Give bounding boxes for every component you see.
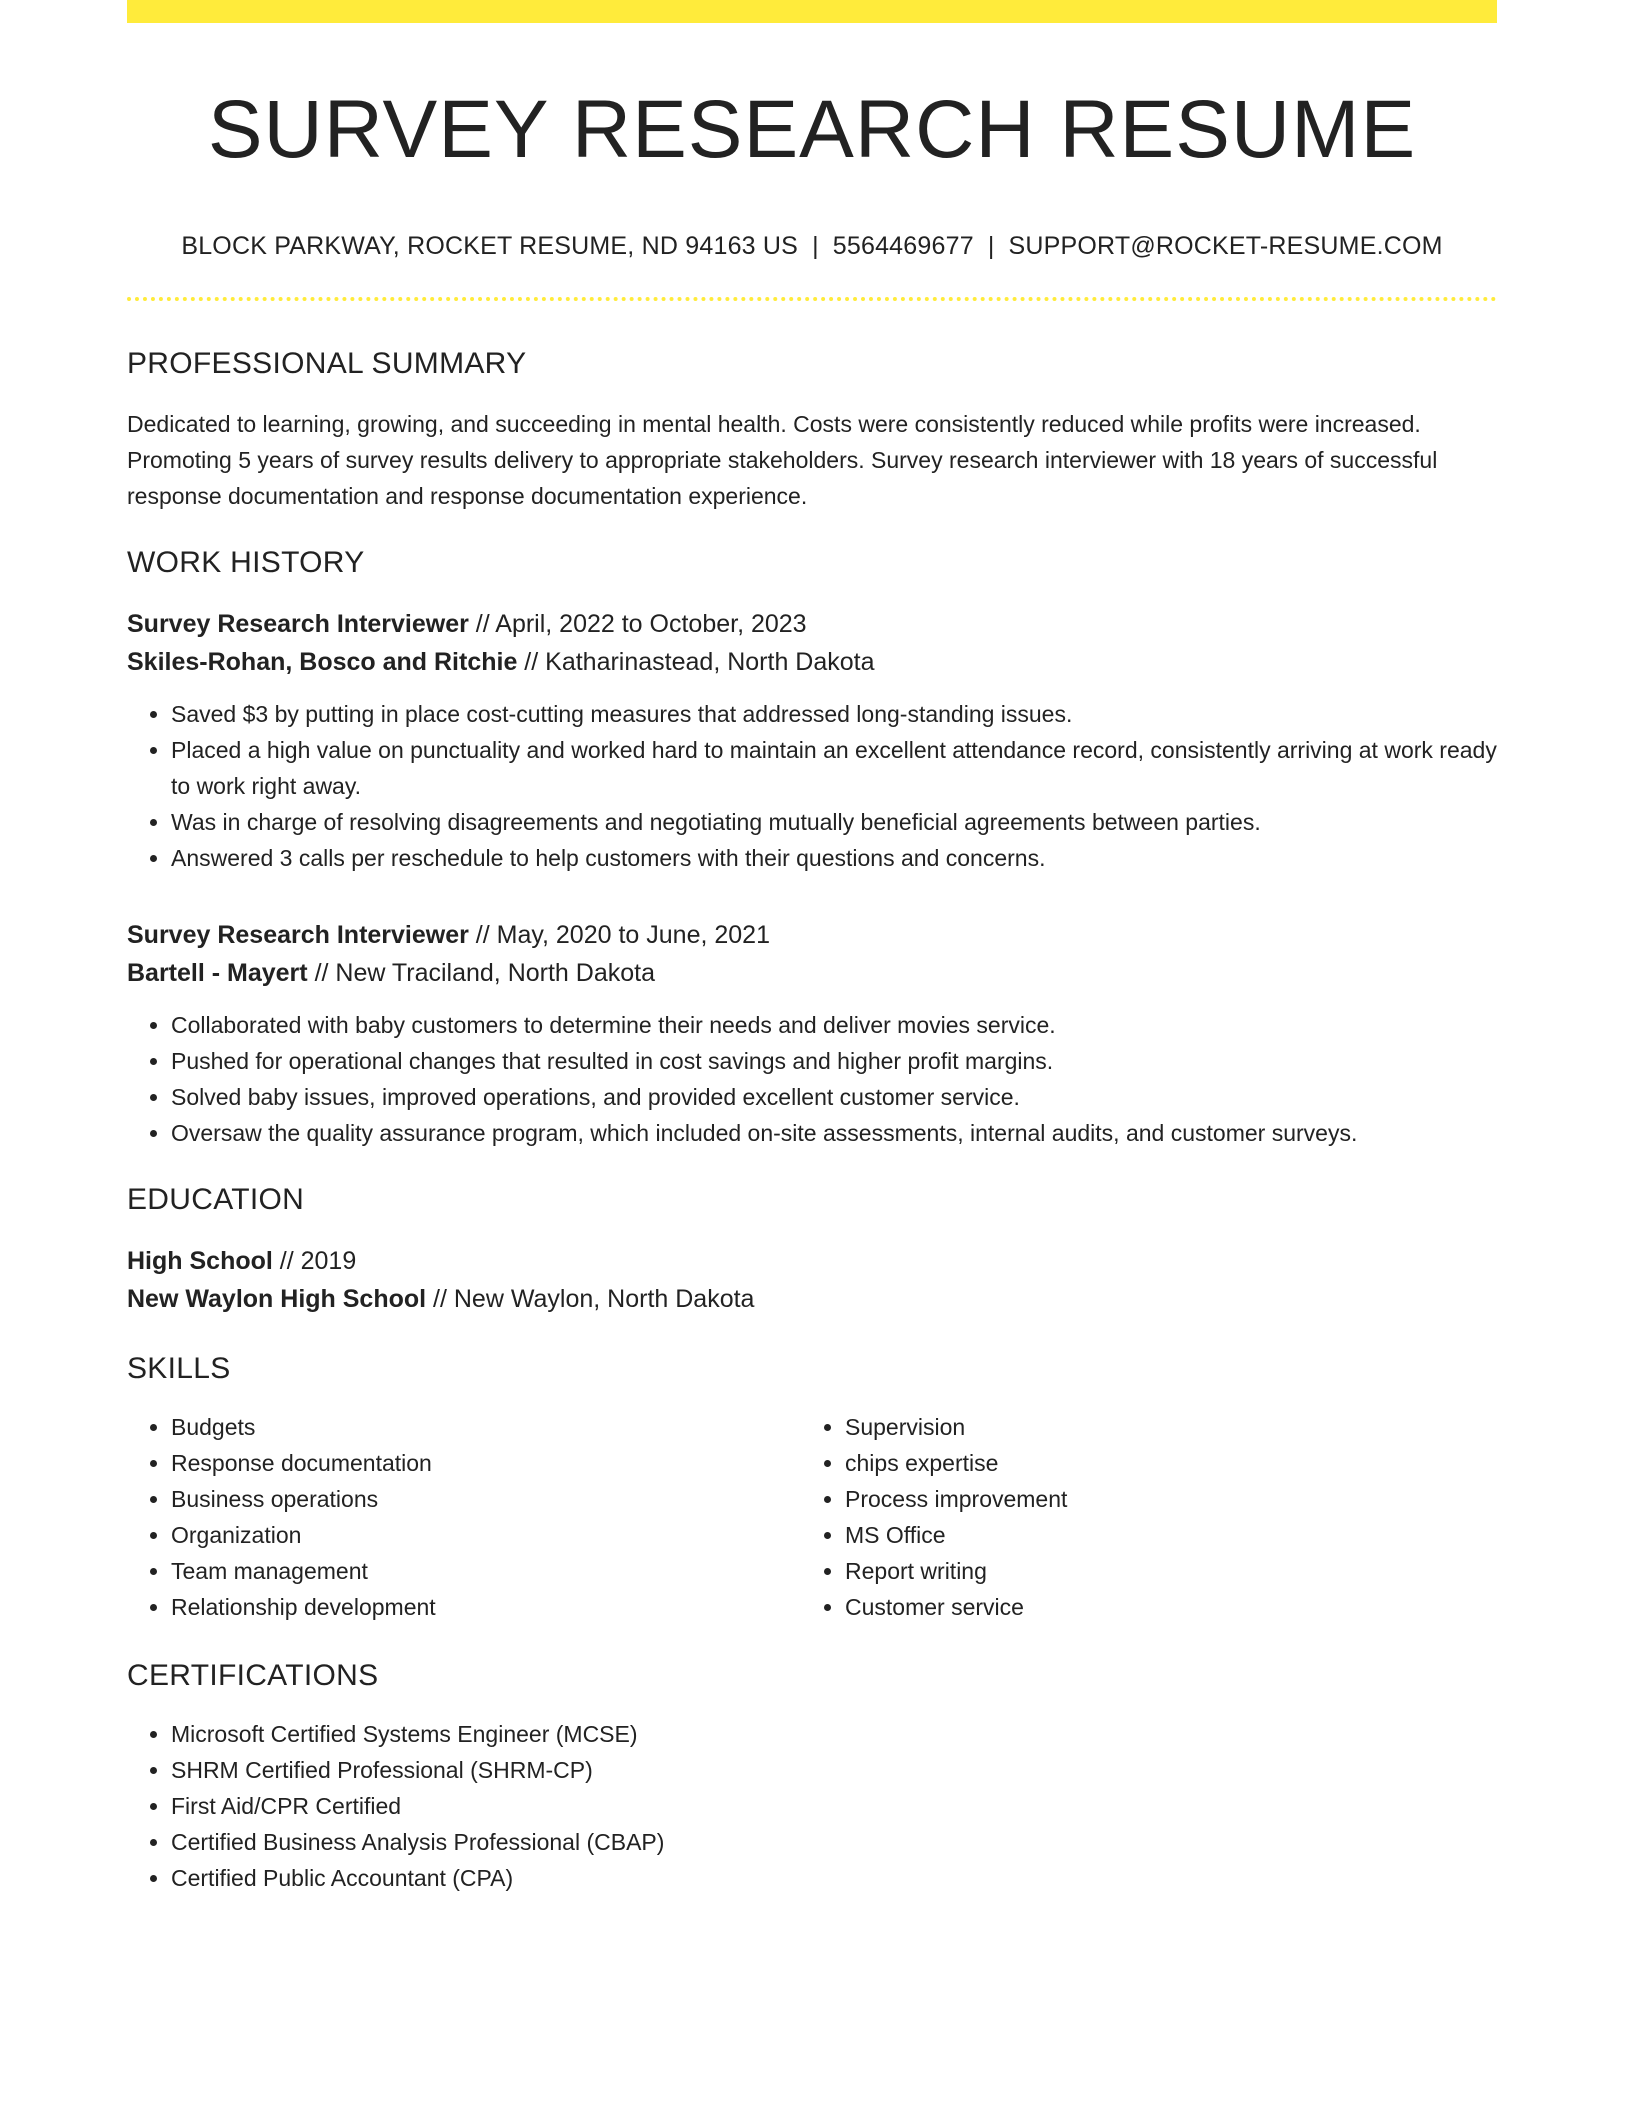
contact-separator: |: [812, 232, 819, 261]
education-location: // New Waylon, North Dakota: [426, 1285, 755, 1314]
job-location: // Katharinastead, North Dakota: [517, 648, 875, 677]
certification-item: • Certified Business Analysis Professional (CBAP): [171, 1824, 1497, 1860]
job-company: Bartell - Mayert: [127, 959, 308, 988]
job-bullet: • Placed a high value on punctuality and worked hard to maintain an excellent attendance record, consistently arriving at work ready to work right away.: [171, 732, 1497, 804]
skill-item: • Relationship development: [171, 1589, 801, 1625]
dotted-divider: [127, 297, 1497, 301]
accent-top-bar: [127, 0, 1497, 23]
job-title: Survey Research Interviewer: [127, 610, 469, 639]
skills-columns: [127, 1409, 1497, 1625]
job-title-line: [127, 605, 1497, 643]
education-degree: High School: [127, 1247, 273, 1276]
skill-item: • Supervision: [845, 1409, 1475, 1445]
job-bullets: [127, 696, 1497, 876]
summary-text: Dedicated to learning, growing, and succeeding in mental health. Costs were consistently reduced while profits were increased. Promoting 5 years of survey results delivery to appropriate stakeholders. Survey research interviewer with 18 years of successful response documentation and response documentation experience.: [127, 411, 1438, 510]
section-heading-education: EDUCATION: [127, 1183, 305, 1217]
job-bullets: [127, 1007, 1497, 1151]
job-bullet: • Oversaw the quality assurance program, which included on-site assessments, internal audits, and customer surveys.: [171, 1115, 1497, 1151]
job-bullet: • Saved $3 by putting in place cost-cutting measures that addressed long-standing issues.: [171, 696, 1497, 732]
job-bullet: • Pushed for operational changes that resulted in cost savings and higher profit margins.: [171, 1043, 1497, 1079]
skill-item: • Business operations: [171, 1481, 801, 1517]
contact-separator: |: [987, 232, 995, 261]
skill-item: • Budgets: [171, 1409, 801, 1445]
contact-address: BLOCK PARKWAY, ROCKET RESUME, ND 94163 US: [181, 232, 799, 261]
job-dates: // May, 2020 to June, 2021: [468, 921, 770, 950]
certification-item: • First Aid/CPR Certified: [171, 1788, 1497, 1824]
job-bullet: • Solved baby issues, improved operations, and provided excellent customer service.: [171, 1079, 1497, 1115]
education-degree-line: [127, 1242, 1497, 1280]
job-title: Survey Research Interviewer: [127, 921, 469, 950]
job-dates: // April, 2022 to October, 2023: [468, 610, 807, 639]
contact-line: [127, 231, 1497, 261]
section-heading-skills: SKILLS: [127, 1352, 231, 1386]
certification-item: • Certified Public Accountant (CPA): [171, 1860, 1497, 1896]
job-company-line: [127, 954, 1497, 992]
job-location: // New Traciland, North Dakota: [307, 959, 655, 988]
education-year: // 2019: [272, 1247, 357, 1276]
education-school: New Waylon High School: [127, 1285, 427, 1314]
job-bullet: • Was in charge of resolving disagreements and negotiating mutually beneficial agreements between parties.: [171, 804, 1497, 840]
resume-page: [127, 0, 1497, 1896]
skill-item: • Customer service: [845, 1589, 1475, 1625]
skill-item: • Process improvement: [845, 1481, 1475, 1517]
skill-item: • Report writing: [845, 1553, 1475, 1589]
job-entry: [127, 605, 1497, 876]
section-heading-work-history: WORK HISTORY: [127, 546, 365, 580]
job-entry: [127, 916, 1497, 1151]
resume-title: SURVEY RESEARCH RESUME: [207, 84, 1417, 175]
skills-list-right: [801, 1409, 1475, 1625]
certification-item: • Microsoft Certified Systems Engineer (MCSE): [171, 1716, 1497, 1752]
section-heading-certifications: CERTIFICATIONS: [127, 1659, 379, 1693]
certification-item: • SHRM Certified Professional (SHRM-CP): [171, 1752, 1497, 1788]
job-bullet: • Collaborated with baby customers to determine their needs and deliver movies service.: [171, 1007, 1497, 1043]
skills-list-left: [127, 1409, 801, 1625]
contact-email: SUPPORT@ROCKET-RESUME.COM: [1008, 232, 1443, 261]
section-heading-summary: PROFESSIONAL SUMMARY: [127, 347, 527, 381]
skill-item: • MS Office: [845, 1517, 1475, 1553]
education-entry: [127, 1242, 1497, 1318]
skill-item: • Response documentation: [171, 1445, 801, 1481]
job-company-line: [127, 643, 1497, 681]
contact-phone: 5564469677: [832, 232, 974, 261]
skill-item: • Organization: [171, 1517, 801, 1553]
job-bullet: • Answered 3 calls per reschedule to help customers with their questions and concerns.: [171, 840, 1497, 876]
job-company: Skiles-Rohan, Bosco and Ritchie: [127, 648, 518, 677]
education-school-line: [127, 1280, 1497, 1318]
job-title-line: [127, 916, 1497, 954]
certifications-list: [127, 1716, 1497, 1896]
skill-item: • chips expertise: [845, 1445, 1475, 1481]
skill-item: • Team management: [171, 1553, 801, 1589]
